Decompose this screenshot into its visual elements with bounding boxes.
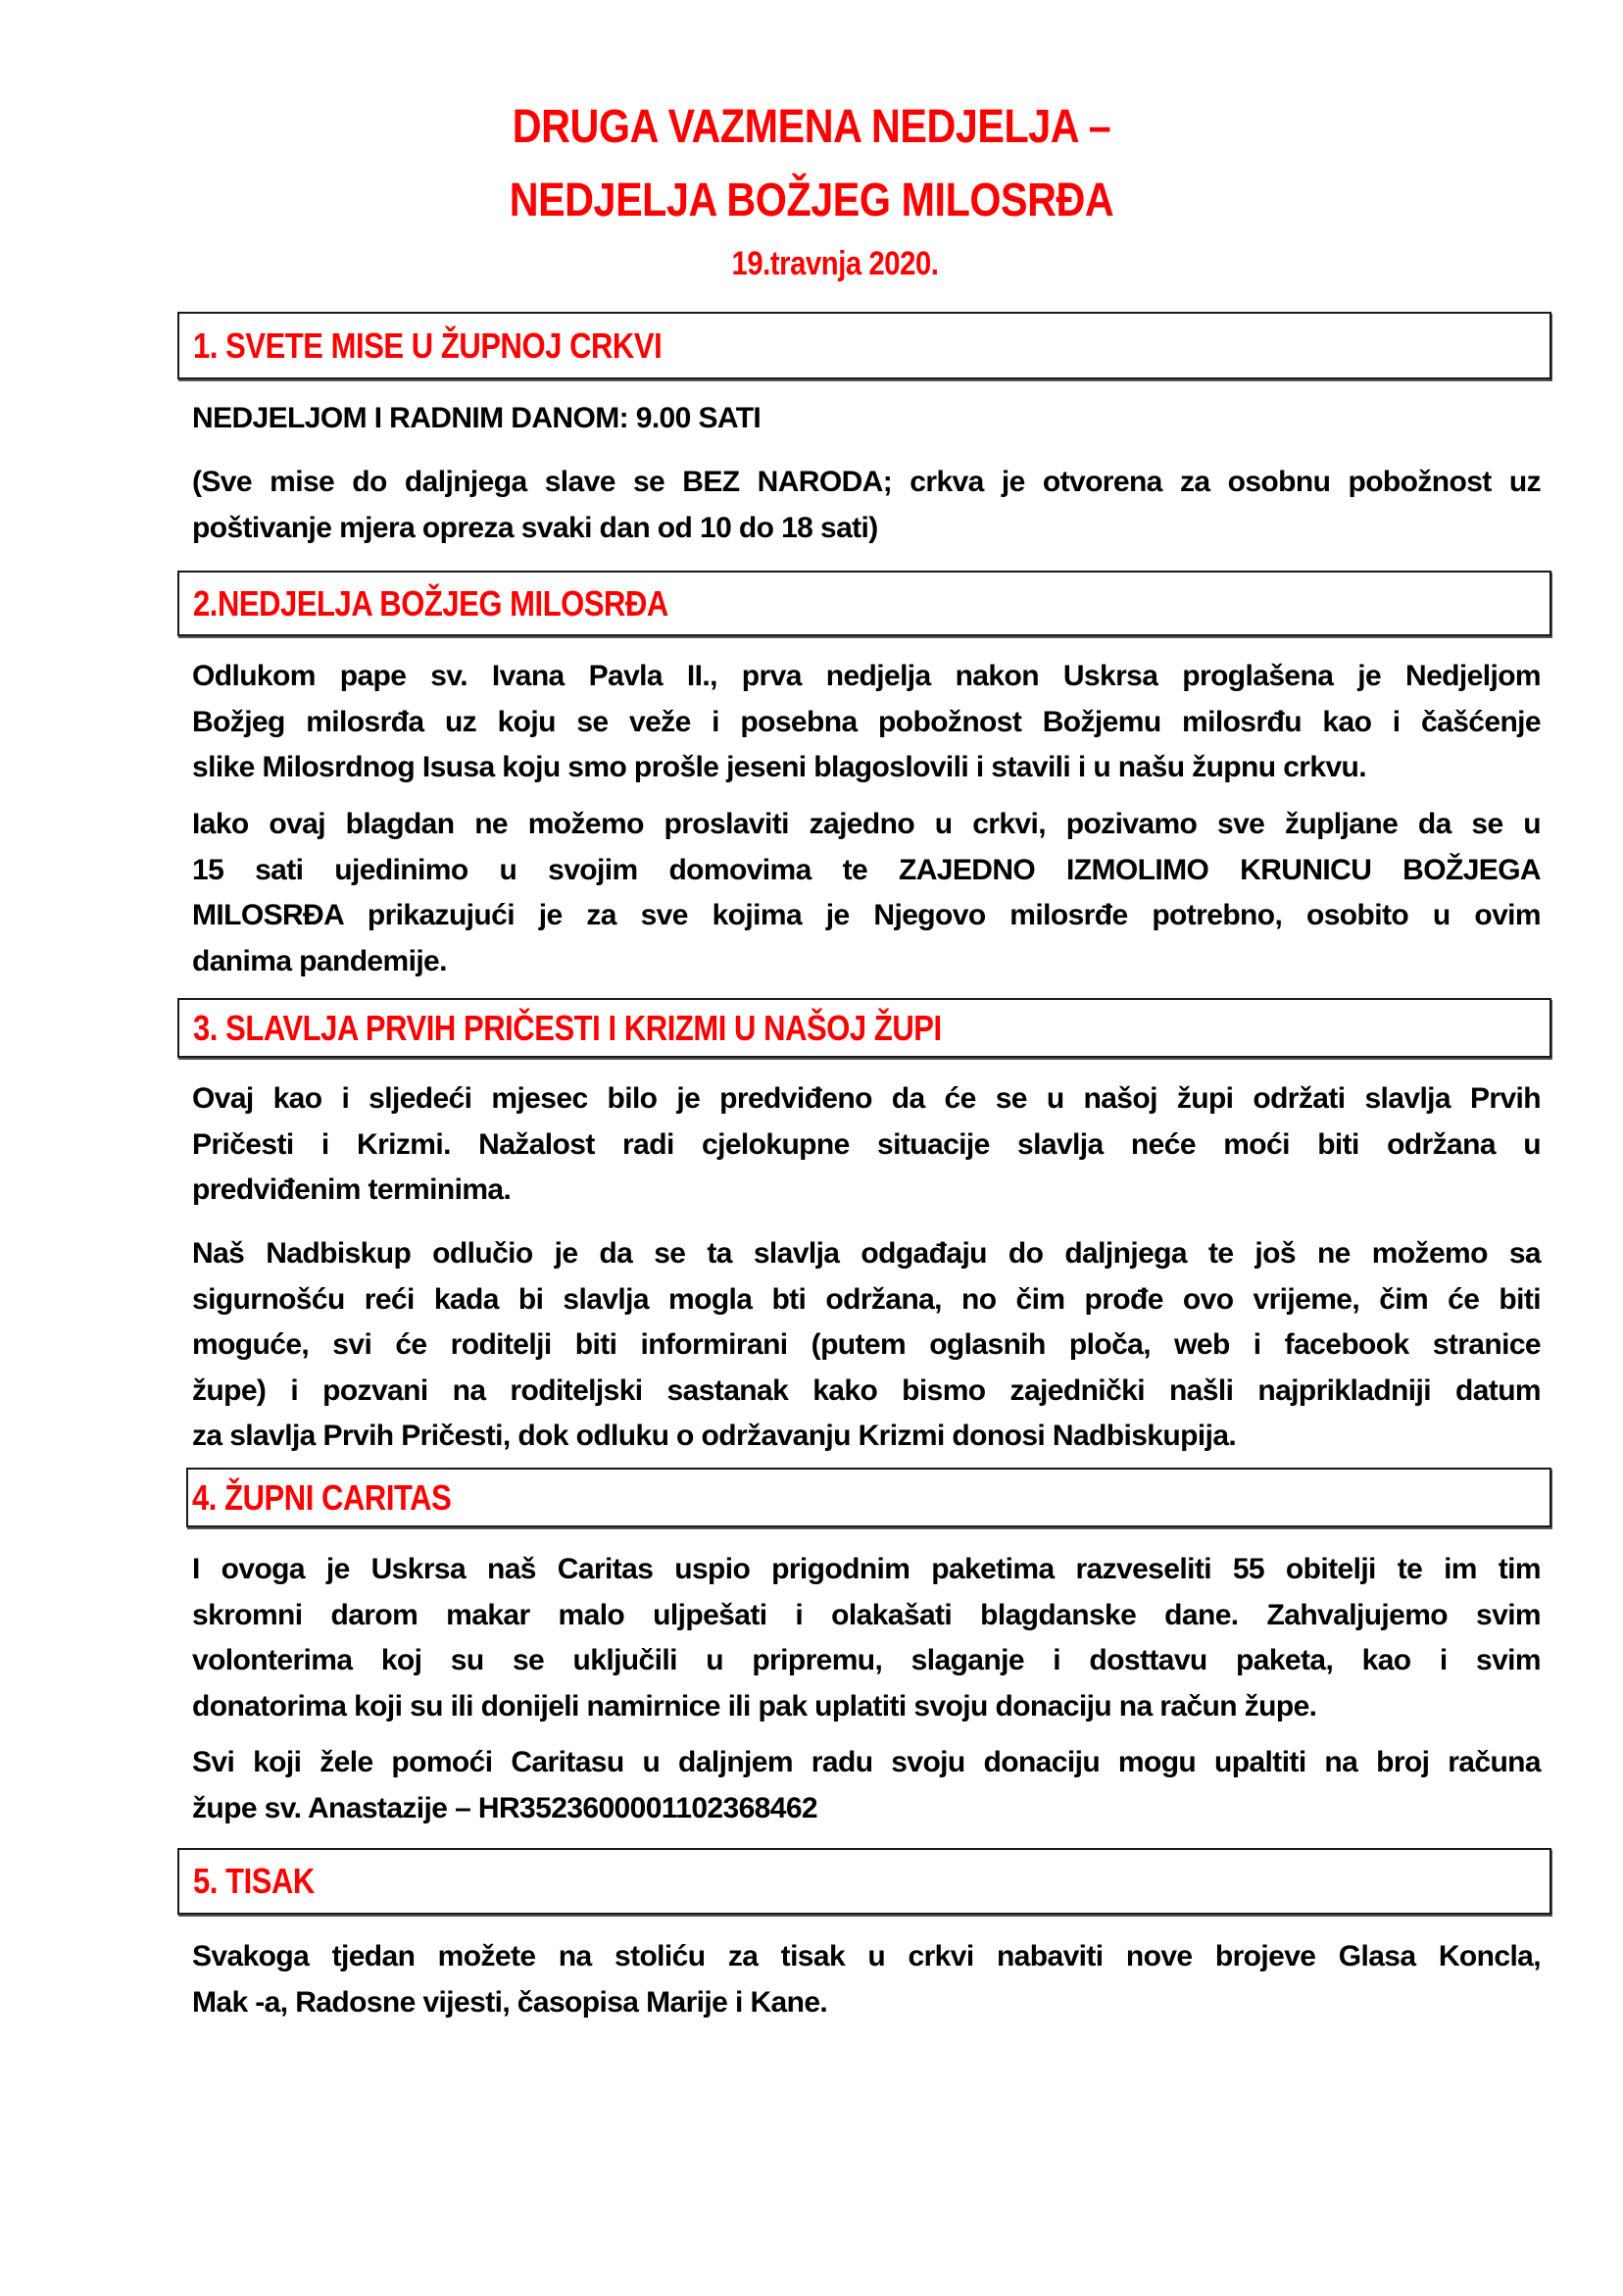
section-2-heading: 2.NEDJELJA BOŽJEG MILOSRĐA (193, 582, 668, 624)
text-line: moguće, svi će roditelji biti informirani (putem oglasnih ploča, web i facebook stranice (192, 1328, 1541, 1361)
page-title-line-1: DRUGA VAZMENA NEDJELJA – (512, 101, 1111, 153)
text-line: Ovaj kao i sljedeći mjesec bilo je predviđeno da će se u našoj župi održati slavlja Prvih (192, 1082, 1541, 1115)
section-3-paragraph-1 (192, 1076, 1541, 1214)
page-title-line-2: NEDJELJA BOŽJEG MILOSRĐA (509, 175, 1114, 226)
section-5-paragraph-1 (192, 1934, 1541, 2025)
text-line: slike Milosrdnog Isusa koju smo prošle jeseni blagoslovili i stavili i u našu župnu crkvu. (192, 751, 1366, 783)
section-1-note (192, 460, 1541, 551)
text-line: Božjeg milosrđa uz koju se veže i posebna pobožnost Božjemu milosrđu kao i čašćenje (192, 705, 1541, 738)
text-line: donatorima koji su ili donijeli namirnice ili pak uplatiti svoju donaciju na račun župe. (192, 1689, 1317, 1722)
section-3-heading: 3. SLAVLJA PRVIH PRIČESTI I KRIZMI U NAŠOJ ŽUPI (193, 1007, 942, 1048)
text-line: Pričesti i Krizmi. Nažalost radi cjelokupne situacije slavlja neće moći biti održana u (192, 1127, 1541, 1161)
text-line: Svakoga tjedan možete na stoliću za tisak u crkvi nabaviti nove brojeve Glasa Koncla, (192, 1940, 1541, 1972)
text-line: predviđenim terminima. (192, 1173, 512, 1206)
text-line: NEDJELJOM I RADNIM DANOM: 9.00 SATI (192, 402, 762, 434)
text-line: župe) i pozvani na roditeljski sastanak kako bismo zajednički našli najprikladniji datum (192, 1373, 1541, 1407)
section-4-heading-box (186, 1468, 1551, 1527)
text-line: volonterima koj su se uključili u pripremu, slaganje i dosttavu paketa, kao i svim (192, 1644, 1541, 1676)
bank-account-line: župe sv. Anastazije – HR3523600001102368462 (192, 1791, 817, 1824)
text-line: skromni darom makar malo uljpešati i olakašati blagdanske dane. Zahvaljujemo svim (192, 1598, 1541, 1631)
text-line: 15 sati ujedinimo u svojim domovima te ZAJEDNO IZMOLIMO KRUNICU BOŽJEGA (192, 853, 1541, 886)
text-line: Mak -a, Radosne vijesti, časopisa Marije i Kane. (192, 1985, 828, 2019)
section-2-paragraph-2 (192, 802, 1541, 984)
section-4-paragraph-1 (192, 1547, 1541, 1729)
section-1-schedule (192, 396, 1541, 442)
text-line: MILOSRĐA prikazujući je za sve kojima je Njegovo milosrđe potrebno, osobito u ovim (192, 899, 1541, 931)
section-5-heading: 5. TISAK (193, 1861, 315, 1901)
text-line: za slavlja Prvih Pričesti, dok odluku o održavanju Krizmi donosi Nadbiskupija. (192, 1420, 1237, 1452)
section-2-paragraph-1 (192, 654, 1541, 791)
section-3-paragraph-2 (192, 1231, 1541, 1460)
text-line: poštivanje mjera opreza svaki dan od 10 do 18 sati) (192, 511, 878, 544)
text-line: sigurnošću reći kada bi slavlja mogla bti održana, no čim prođe ovo vrijeme, čim će biti (192, 1282, 1541, 1316)
text-line: danima pandemije. (192, 944, 447, 977)
text-line: (Sve mise do daljnjega slave se BEZ NARODA; crkva je otvorena za osobnu pobožnost uz (192, 466, 1541, 498)
text-line: I ovoga je Uskrsa naš Caritas uspio prigodnim paketima razveseliti 55 obitelji te im tim (192, 1553, 1541, 1585)
text-line: Svi koji žele pomoći Caritasu u daljnjem radu svoju donaciju mogu upaltiti na broj računa (192, 1746, 1541, 1778)
section-4-paragraph-2 (192, 1740, 1541, 1831)
page-date: 19.travnja 2020. (731, 245, 939, 282)
section-4-heading: 4. ŽUPNI CARITAS (192, 1476, 452, 1518)
text-line: Iako ovaj blagdan ne možemo proslaviti zajedno u crkvi, pozivamo sve župljane da se u (192, 808, 1541, 840)
section-2-heading-box (177, 571, 1551, 636)
section-5-heading-box (177, 1848, 1551, 1915)
text-line: Naš Nadbiskup odlučio je da se ta slavlja odgađaju do daljnjega te još ne možemo sa (192, 1237, 1541, 1270)
section-3-heading-box (177, 998, 1551, 1058)
section-1-heading: 1. SVETE MISE U ŽUPNOJ CRKVI (193, 324, 663, 366)
text-line: Odlukom pape sv. Ivana Pavla II., prva nedjelja nakon Uskrsa proglašena je Nedjeljom (192, 660, 1541, 692)
section-1-heading-box (177, 312, 1551, 379)
